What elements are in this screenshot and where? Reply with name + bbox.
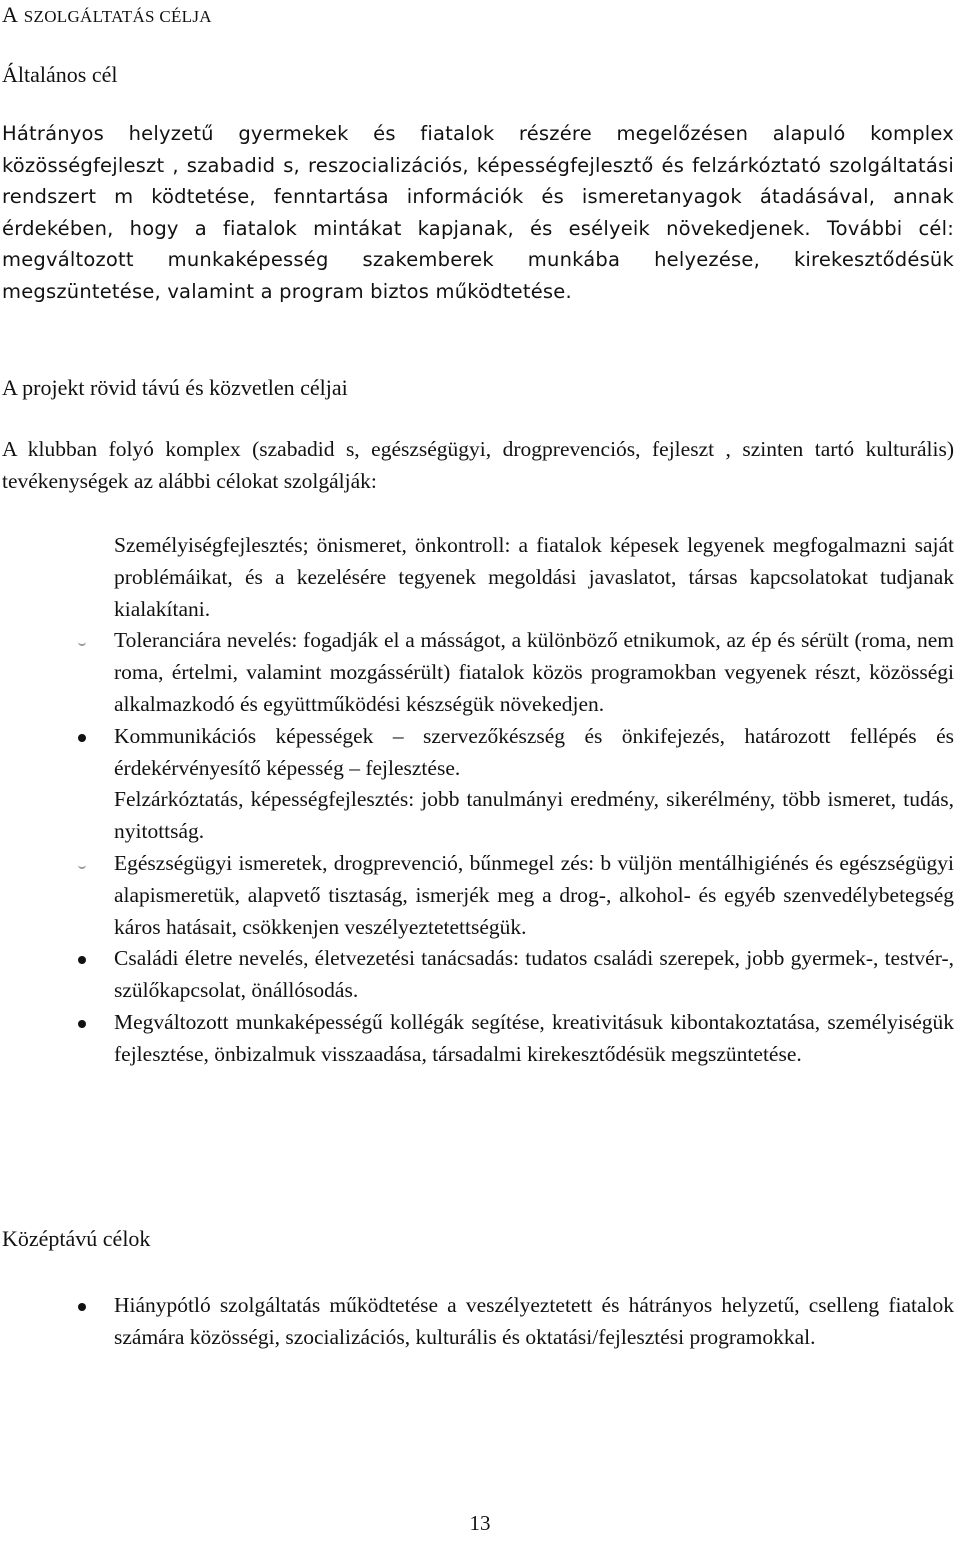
list-item-text: Egészségügyi ismeretek, drogprevenció, bűnmegel zés: b vüljön mentálhigiénés és egészségügyi alapismeretük, alapvető tisztaság, ismerjék meg a drog-, alkohol- és egyéb szenvedélybetegség káros hatásait, csökkenjen veszélyeztetettségük. — [114, 850, 954, 939]
bullet-icon — [78, 1303, 86, 1311]
list-item — [0, 1290, 960, 1354]
list-item-text: Hiánypótló szolgáltatás működtetése a veszélyeztetett és hátrányos helyzetű, cselleng fiatalok számára közösségi, szocializációs, kulturális és oktatási/fejlesztési programokkal. — [114, 1293, 954, 1349]
list-item-text: Személyiségfejlesztés; önismeret, önkontroll: a fiatalok képesek legyenek megfogalmazni saját problémáikat, és a kezelésére tegyenek megoldási javaslatot, társas kapcsolatokat tudjanak kialakítani. — [114, 533, 954, 621]
list-item — [0, 625, 960, 720]
list-item — [0, 943, 960, 1007]
list-item — [0, 721, 960, 785]
short-term-heading: A projekt rövid távú és közvetlen céljai — [2, 375, 348, 400]
mid-term-goal-list — [0, 1290, 960, 1354]
list-item — [0, 1007, 960, 1071]
list-item-text: Családi életre nevelés, életvezetési tanácsadás: tudatos családi szerepek, jobb gyermek-, testvér-, szülőkapcsolat, önállósodás. — [114, 946, 954, 1003]
list-item-text: Felzárkóztatás, képességfejlesztés: jobb tanulmányi eredmény, sikerélmény, több ismeret, tudás, nyitottság. — [114, 787, 954, 844]
list-item — [0, 530, 960, 625]
section-title — [2, 2, 212, 28]
bullet-icon — [78, 956, 86, 964]
general-goal-paragraph: Hátrányos helyzetű gyermekek és fiatalok részére megelőzésen alapuló komplex közösségfejleszt , szabadid s, reszocializációs, képességfejlesztő és felzárkóztató szolgáltatási rendszert m ködtetése, fenntartása információk és ismeretanyagok átadásával, annak érdekében, hogy a fiatalok mintákat kapjanak, és esélyeik növekedjenek. További cél: megváltozott munkaképesség szakemberek munkába helyezése, kirekesztődésük megszüntetése, valamint a program biztos működtetése. — [2, 122, 954, 303]
bullet-icon — [78, 863, 86, 869]
short-term-intro: A klubban folyó komplex (szabadid s, egészségügyi, drogprevenciós, fejleszt , szinten tartó kulturális) tevékenységek az alábbi célokat szolgálják: — [2, 437, 954, 493]
bullet-icon — [78, 1020, 86, 1028]
section-title-initial: A — [2, 2, 19, 27]
list-item — [0, 784, 960, 848]
bullet-icon — [78, 640, 86, 646]
page-number: 13 — [469, 1511, 491, 1535]
list-item-text: Toleranciára nevelés: fogadják el a másságot, a különböző etnikumok, az ép és sérült (roma, nem roma, értelmi, valamint mozgássérült) fiatalok közös programokban vegyenek részt, közösségi alkalmazkodó és együttműködési készségük növekedjen. — [114, 628, 954, 716]
section-title-rest: SZOLGÁLTATÁS CÉLJA — [23, 7, 212, 26]
mid-term-heading: Középtávú célok — [2, 1226, 151, 1251]
list-item-text: Kommunikációs képességek – szervezőkészség és önkifejezés, határozott fellépés és érdekérvényesítő képesség – fejlesztése. — [114, 723, 954, 780]
short-term-goal-list — [0, 530, 960, 1071]
list-item-text: Megváltozott munkaképességű kollégák segítése, kreativitásuk kibontakoztatása, személyiségük fejlesztése, önbizalmuk visszaadása, társadalmi kirekesztődésük megszüntetése. — [114, 1009, 954, 1066]
general-goal-heading: Általános cél — [2, 62, 118, 87]
bullet-icon — [78, 734, 86, 742]
list-item — [0, 848, 960, 943]
